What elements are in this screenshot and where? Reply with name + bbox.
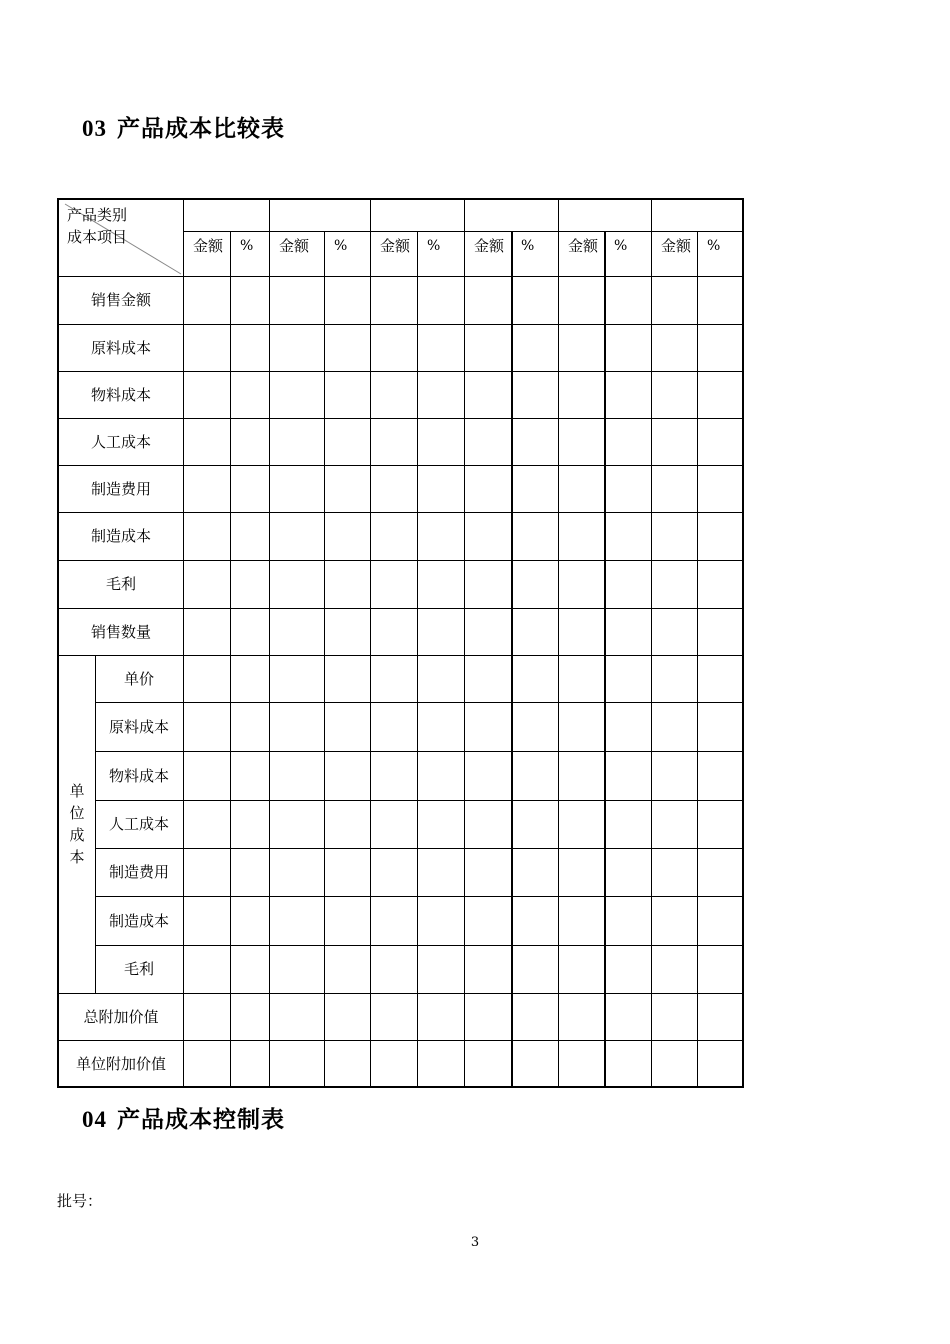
section-03-number: 03 (82, 116, 107, 141)
grid-row-line (95, 848, 744, 849)
unit-row-label: 单价 (123, 669, 154, 688)
unit-row-label: 原料成本 (108, 717, 169, 736)
grid-row-line (59, 324, 744, 325)
row-label: 毛利 (105, 575, 136, 593)
grid-column-line (324, 231, 325, 1088)
percent-header: % (521, 238, 535, 254)
grid-row-line (95, 800, 744, 801)
grid-column-line (558, 200, 559, 1088)
percent-header: % (240, 238, 254, 254)
grid-column-line (697, 231, 698, 1088)
grid-row-line (59, 465, 744, 466)
row-label: 销售金额 (90, 291, 151, 309)
grid-row-line (95, 945, 744, 946)
grid-column-line (370, 200, 371, 1088)
grid-row-line (59, 418, 744, 419)
amount-header: 金额 (661, 237, 692, 255)
grid-column-line (95, 655, 96, 993)
percent-header: % (707, 238, 721, 254)
row-group-label-unit-cost: 单 位 成 本 (69, 782, 85, 866)
grid-column-line (651, 200, 652, 1088)
corner-label-cost-item: 成本项目 (67, 228, 128, 246)
grid-row-line (59, 1040, 744, 1041)
unit-row-label: 物料成本 (108, 766, 169, 785)
section-04-title: 产品成本控制表 (117, 1107, 285, 1133)
row-label: 物料成本 (90, 385, 151, 404)
grid-row-line (59, 512, 744, 513)
unit-row-label: 人工成本 (108, 815, 169, 833)
row-label: 销售数量 (90, 622, 151, 641)
grid-row-line (183, 231, 744, 232)
unit-row-label: 制造费用 (108, 863, 169, 881)
grid-row-line (59, 371, 744, 372)
grid-column-line (511, 231, 513, 1088)
grid-row-line (95, 751, 744, 752)
percent-header: % (427, 238, 441, 254)
page-number: 3 (470, 1235, 480, 1250)
unit-row-label: 毛利 (123, 960, 154, 978)
amount-header: 金额 (380, 237, 411, 255)
grid-row-line (59, 993, 744, 994)
corner-label-product-category: 产品类别 (67, 206, 128, 224)
amount-header: 金额 (474, 237, 505, 255)
grid-row-line (95, 896, 744, 897)
section-04-heading (82, 1105, 285, 1135)
grid-column-line (230, 231, 231, 1088)
section-04-number: 04 (82, 1107, 107, 1132)
grid-column-line (183, 200, 184, 1088)
section-03-title: 产品成本比较表 (117, 116, 285, 142)
row-label: 单位附加价值 (75, 1055, 166, 1073)
row-label: 原料成本 (90, 338, 151, 357)
unit-row-label: 制造成本 (108, 911, 169, 930)
row-label: 制造成本 (90, 527, 151, 545)
amount-header: 金额 (568, 237, 599, 255)
row-label: 人工成本 (90, 432, 151, 451)
grid-column-line (604, 231, 606, 1088)
amount-header: 金额 (193, 237, 224, 255)
cost-comparison-table (57, 198, 744, 1088)
grid-column-line (464, 200, 465, 1088)
amount-header: 金额 (279, 237, 310, 255)
row-label: 总附加价值 (83, 1007, 159, 1026)
grid-column-line (269, 200, 270, 1088)
grid-row-line (59, 560, 744, 561)
batch-number-label: 批号： (57, 1192, 103, 1210)
grid-column-line (417, 231, 418, 1088)
grid-row-line (95, 702, 744, 703)
row-label: 制造费用 (90, 479, 151, 498)
grid-row-line (59, 276, 744, 277)
section-03-heading (82, 114, 285, 144)
percent-header: % (334, 238, 348, 254)
grid-row-line (59, 608, 744, 609)
grid-row-line (59, 655, 744, 656)
percent-header: % (614, 238, 628, 254)
